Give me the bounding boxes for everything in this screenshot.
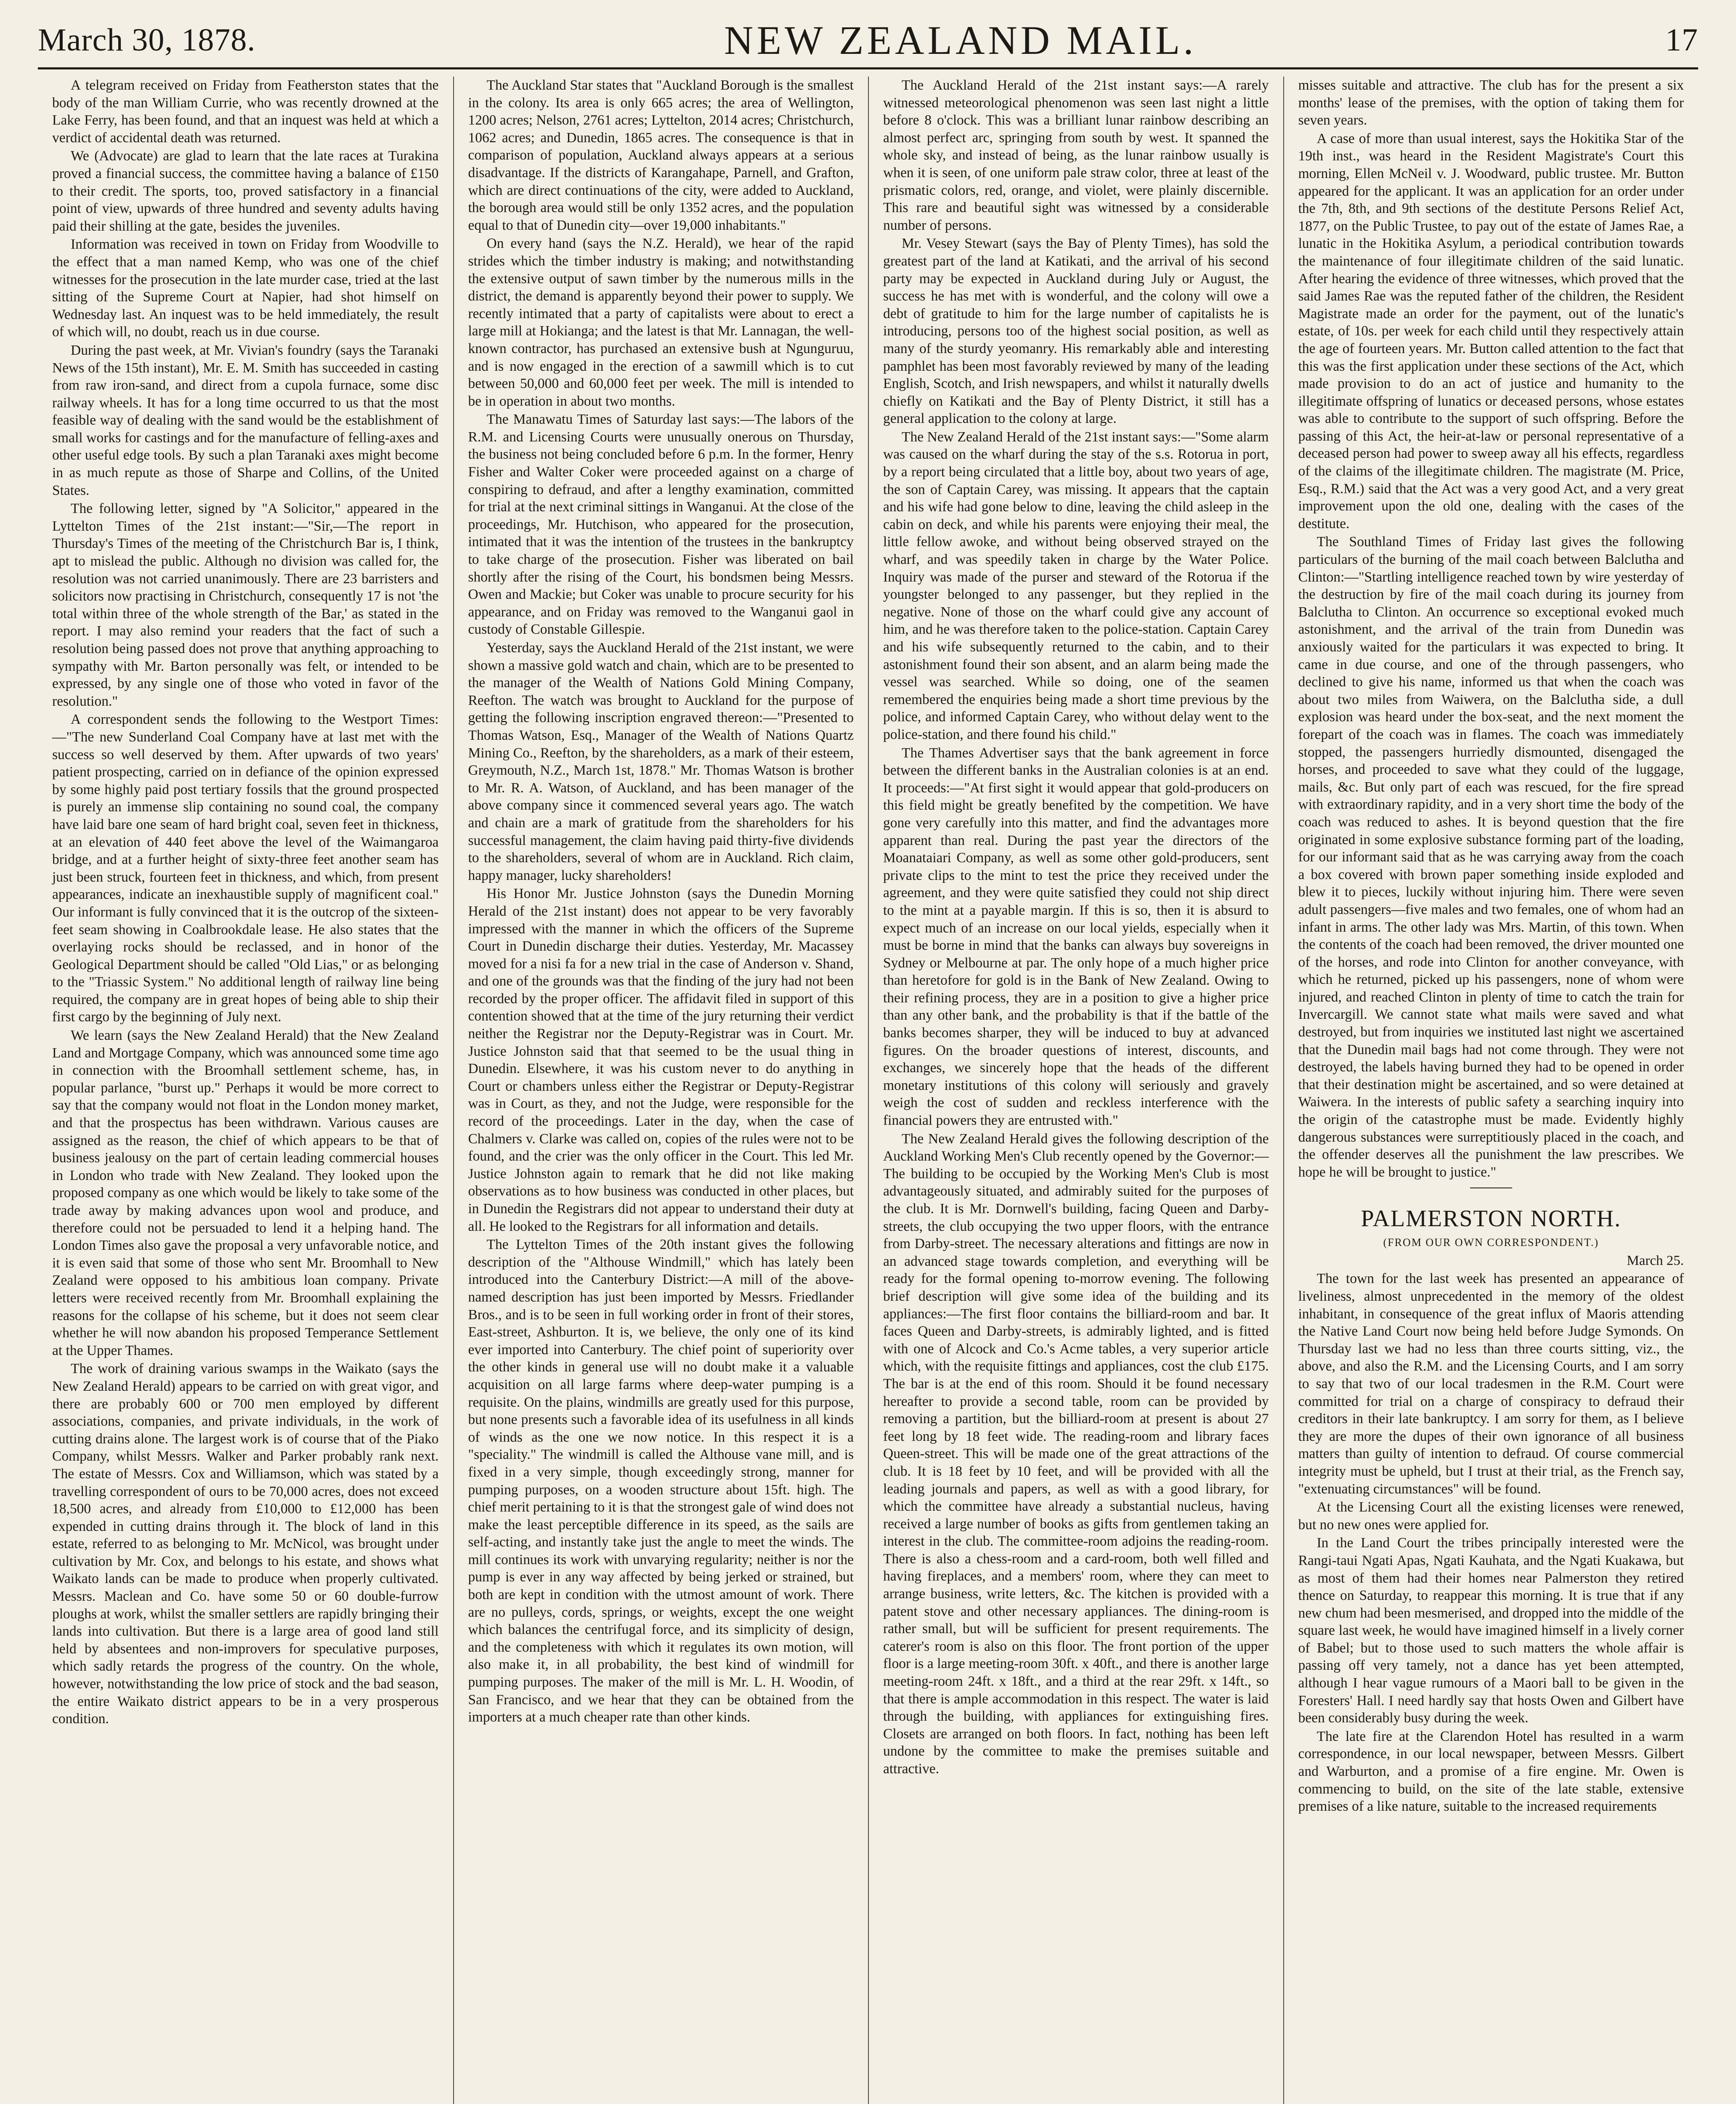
- article-paragraph: During the past week, at Mr. Vivian's foundry (says the Taranaki News of the 15th instant), Mr. E. M. Smith has succeeded in casting from raw iron-sand, and direct from a cupola furnace, some disc railway wheels. It has for a long time occurred to us that the most feasible way of dealing with the sand would be the establishment of small works for castings and for the manufacture of felling-axes and other useful edge tools. By such a plan Taranaki axes might become in as much repute as those of Sharpe and Collins, of the United States.: [52, 342, 439, 498]
- article-paragraph: The work of draining various swamps in the Waikato (says the New Zealand Herald) appears to be carried on with great vigor, and there are probably 600 or 700 men employed by different associations, companies, and private individuals, in the work of cutting drains alone. The largest work is of course that of the Piako Company, whilst Messrs. Walker and Parker probably rank next. The estate of Messrs. Cox and Williamson, which was stated by a travelling correspondent of ours to be 70,000 acres, does not exceed 18,500 acres, and already from £10,000 to £12,000 has been expended in cutting drains through it. The block of land in this estate, referred to as belonging to Mr. McNicol, was brought under cultivation by Mr. Cox, and belongs to his estate, and shows what Waikato lands can be made to produce when properly cultivated. Messrs. Maclean and Co. have some 50 or 60 double-furrow ploughs at work, whilst the smaller settlers are rapidly bringing their lands into cultivation. But there is a large area of good land still held by absentees and non-improvers for speculative purposes, which sadly retards the progress of the country. On the whole, however, notwithstanding the low price of stock and the bad season, the entire Waikato district appears to be in a very prosperous condition.: [52, 1361, 439, 1727]
- section-subhead: (FROM OUR OWN CORRESPONDENT.): [1383, 1236, 1599, 1249]
- section-headline: PALMERSTON NORTH.: [1361, 1206, 1622, 1232]
- article-paragraph: The Lyttelton Times of the 20th instant gives the following description of the "Althouse Windmill," which has lately been introduced into the Canterbury District:—A mill of the above-named description has just been imported by Messrs. Friedlander Bros., and is to be seen in full working order in front of their stores, East-street, Ashburton. It is, we believe, the only one of its kind ever imported into Canterbury. The chief point of superiority over the other kinds in general use will no doubt make it a valuable acquisition on all large farms where deep-water pumping is a requisite. On the plains, windmills are greatly used for this purpose, but none presents such a favorable idea of its usefulness in all kinds of winds as the one we now notice. In this respect it is a "speciality." The windmill is called the Althouse vane mill, and is fixed in a very simple, though exceedingly strong, manner for pumping purposes, on a wooden structure about 15ft. high. The chief merit pertaining to it is that the strongest gale of wind does not make the least perceptible difference in its speed, as the sails are self-acting, and instantly take just the angle to meet the winds. The mill continues its work with unvarying regularity; neither is nor the pump is ever in any way affected by being jerked or strained, but both are kept in condition with the utmost amount of work. There are no pulleys, cords, springs, or weights, except the one weight which balances the centrifugal force, and its simplicity of design, and the completeness with which it regulates its own motion, will also make it, in all probability, the best kind of windmill for pumping purposes. The maker of the mill is Mr. L. H. Woodin, of San Francisco, and we hear that they can be obtained from the importers at a much cheaper rate than other kinds.: [468, 1237, 854, 1725]
- article-paragraph: The New Zealand Herald of the 21st instant says:—"Some alarm was caused on the wharf during the stay of the s.s. Rotorua in port, by a report being circulated that a little boy, about two years of age, the son of Captain Carey, was missing. It appears that the captain and his wife had gone below to dine, leaving the child asleep in the cabin on deck, and while his parents were enjoying their meal, the little fellow awoke, and without being observed strayed on the wharf, and was speedily taken in charge by the Water Police. Inquiry was made of the purser and steward of the Rotorua if the youngster belonged to any passenger, but they replied in the negative. None of those on the wharf could give any account of him, and he was therefore taken to the police-station. Captain Carey and his wife subsequently returned to the cabin, and to their astonishment found their son absent, and an alarm being made the vessel was searched. While so doing, one of the seamen remembered the enquiries being made a short time previous by the police, and informed Captain Carey, who without delay went to the police-station, and there found his child.": [883, 429, 1269, 742]
- masthead-rule: [38, 67, 1698, 69]
- column-4: [1283, 77, 1699, 2104]
- column-3: [868, 77, 1283, 2104]
- article-paragraph: The Manawatu Times of Saturday last says:—The labors of the R.M. and Licensing Courts were unusually onerous on Thursday, the business not being concluded before 6 p.m. In the former, Henry Fisher and Walter Coker were proceeded against on a charge of conspiring to defraud, and after a lengthy examination, committed for trial at the next criminal sittings in Wanganui. At the close of the proceedings, Mr. Hutchison, who appeared for the prosecution, intimated that it was the intention of the trustees in the bankruptcy to take charge of the prosecution. Fisher was liberated on bail shortly after the rising of the Court, his bondsmen being Messrs. Owen and Mackie; but Coker was unable to procure security for his appearance, and on Friday was removed to the Wanganui gaol in custody of Constable Gillespie.: [468, 412, 854, 638]
- article-paragraph: The Southland Times of Friday last gives the following particulars of the burning of the mail coach between Balclutha and Clinton:—"Startling intelligence reached town by wire yesterday of the destruction by fire of the mail coach during its journey from Balclutha to Clinton. An occurrence so exceptional evoked much astonishment, and the arrival of the train from Dunedin was anxiously waited for the particulars it was expected to bring. It came in due course, and one of the through passengers, who declined to give his name, informed us that when the coach was about two miles from Waiwera, on the Balclutha side, a dull explosion was heard under the box-seat, and the next moment the forepart of the coach was in flames. The coach was immediately stopped, the passengers hurriedly dismounted, disengaged the horses, and proceeded to save what they could of the luggage, mails, &c. But only part of each was rescued, for the fire spread with extraordinary rapidity, and in a very short time the body of the coach was reduced to ashes. It is beyond question that the fire originated in some explosive substance forming part of the loading, for our informant said that as he was carrying away from the coach a box covered with brown paper something inside exploded and blew it to pieces, luckily without injuring him. There were seven adult passengers—five males and two females, one of whom had an infant in arms. The other lady was Mrs. Martin, of this town. When the contents of the coach had been removed, the driver mounted one of the horses, and rode into Clinton for another conveyance, with which he returned, picked up his passengers, none of whom were injured, and reached Clinton in plenty of time to catch the train for Invercargill. We cannot state what mails were saved and what destroyed, but from inquiries we instituted last night we ascertained that the Dunedin mail bags had not come through. They were not destroyed, the labels having burned they had to be opened in order that their destination might be ascertained, and so were detained at Waiwera. In the interests of public safety a searching inquiry into the origin of the catastrophe must be made. Evidently highly dangerous substances were surreptitiously placed in the coach, and the offender deserves all the punishment the law prescribes. We hope he will be brought to justice.": [1298, 534, 1684, 1180]
- article-paragraph: The New Zealand Herald gives the following description of the Auckland Working Men's Club recently opened by the Governor:—The building to be occupied by the Working Men's Club is most advantageously situated, and admirably suited for the purposes of the club. It is Mr. Dornwell's building, facing Queen and Darby-streets, the club occupying the two upper floors, with the entrance from Darby-street. The necessary alterations and fittings are now in an advanced stage towards completion, and everything will be ready for the formal opening to-morrow evening. The following brief description will give some idea of the building and its appliances:—The first floor contains the billiard-room and bar. It faces Queen and Darby-streets, is admirably lighted, and is fitted with one of Alcock and Co.'s Acme tables, a very superior article which, with the requisite fittings and appliances, cost the club £175. The bar is at the end of this room. Should it be found necessary hereafter to provide a second table, room can be provided by removing a partition, but the billiard-room at present is about 27 feet long by 18 feet wide. The reading-room and library faces Queen-street. This will be made one of the great attractions of the club. It is 18 feet by 10 feet, and will be provided with all the leading journals and papers, as well as with a good library, for which the committee have already a substantial nucleus, having received a large number of books as gifts from gentlemen taking an interest in the club. The committee-room adjoins the reading-room. There is also a chess-room and a card-room, both well filled and having fireplaces, and a members' room, where they can meet to arrange business, write letters, &c. The kitchen is provided with a patent stove and other necessary appliances. The dining-room is rather small, but will be sufficient for present requirements. The caterer's room is also on this floor. The front portion of the upper floor is a large meeting-room 30ft. x 40ft., and there is another large meeting-room 24ft. x 18ft., and a third at the rear 29ft. x 14ft., so that there is ample accommodation in this respect. The water is laid through the building, with appliances for extinguishing fires. Closets are arranged on both floors. In fact, nothing has been left undone by the committee to make the premises suitable and attractive.: [883, 1131, 1269, 1777]
- article-paragraph: A correspondent sends the following to the Westport Times:—"The new Sunderland Coal Company have at last met with the success so well deserved by them. After upwards of two years' patient prospecting, carried on in defiance of the opinion expressed by some highly paid post tertiary fossils that the ground prospected is purely an immense slip containing no sound coal, the company have laid bare one seam of hard bright coal, seven feet in thickness, at an elevation of 440 feet above the level of the Waimangaroa bridge, and at a further height of sixty-three feet another seam has just been struck, fourteen feet in thickness, and which, from present appearances, indicate an inexhaustible supply of magnificent coal." Our informant is fully convinced that it is the outcrop of the sixteen-feet seam showing in Coalbrookdale lease. He also states that the overlaying rocks should be reclassed, and in honor of the Geological Department should be called "Old Lias," or as belonging to the "Triassic System." No additional length of railway line being required, the company are in great hopes of being able to ship their first cargo by the beginning of July next.: [52, 712, 439, 1025]
- masthead: [38, 17, 1698, 63]
- article-paragraph: His Honor Mr. Justice Johnston (says the Dunedin Morning Herald of the 21st instant) does not appear to be very favorably impressed with the manner in which the officers of the Supreme Court in Dunedin discharge their duties. Yesterday, Mr. Macassey moved for a nisi fa for a new trial in the case of Anderson v. Shand, and one of the grounds was that the finding of the jury had not been recorded by the proper officer. The affidavit filed in support of this contention showed that at the time of the jury returning their verdict neither the Registrar nor the Deputy-Registrar was in Court. Mr. Justice Johnston said that that seemed to be the usual thing in Dunedin. Elsewhere, it was his custom never to do anything in Court or chambers unless either the Registrar or Deputy-Registrar was in Court, as they, and not the Judge, were responsible for the record of the proceedings. Later in the day, when the case of Chalmers v. Clarke was called on, copies of the rules were not to be found, and the crier was the only officer in the Court. This led Mr. Justice Johnston again to remark that he did not like making observations as to how business was conducted in other places, but in Dunedin the Registrars did not appear to understand their duty at all. He looked to the Registrars for all information and details.: [468, 886, 854, 1234]
- section-divider: [1470, 1187, 1512, 1188]
- article-paragraph: The Auckland Herald of the 21st instant says:—A rarely witnessed meteorological phenomenon was seen last night a little before 8 o'clock. This was a brilliant lunar rainbow describing an almost perfect arc, springing from south by west. It spanned the whole sky, and instead of being, as the lunar rainbow usually is when it is seen, of one uniform pale straw color, three at least of the prismatic colors, red, orange, and violet, were plainly discernible. This rare and beautiful sight was witnessed by a considerable number of persons.: [883, 77, 1269, 233]
- page-number: 17: [1665, 22, 1698, 58]
- article-paragraph: misses suitable and attractive. The club has for the present a six months' lease of the premises, with the option of taking them for seven years.: [1298, 77, 1684, 128]
- issue-date: March 30, 1878.: [38, 22, 256, 58]
- article-paragraph: In the Land Court the tribes principally interested were the Rangi-taui Ngati Apas, Ngati Kauhata, and the Ngati Kuakawa, but as most of them had their homes near Palmerston they retired thence on Saturday, to reappear this morning. It is true that if any new chum had been mesmerised, and dropped into the middle of the square last week, he would have imagined himself in a lively corner of Babel; but to those used to such matters the whole affair is passing off very tamely, not a dance has yet been attempted, although I hear vague rumours of a Maori ball to be given in the Foresters' Hall. I need hardly say that hosts Owen and Gilbert have been considerably busy during the week.: [1298, 1535, 1684, 1726]
- column-1: [38, 77, 453, 2104]
- article-paragraph: We learn (says the New Zealand Herald) that the New Zealand Land and Mortgage Company, which was announced some time ago in connection with the Broomhall settlement scheme, has, in popular parlance, "burst up." Perhaps it would be more correct to say that the company would not float in the London money market, and that the prospectus has been withdrawn. Various causes are assigned as the reason, the chief of which appears to be that of business jealousy on the part of certain leading commercial houses in London who trade with New Zealand. They looked upon the proposed company as one which would be likely to take some of the trade away by making advances upon wool and produce, and therefore could not be persuaded to lend it a helping hand. The London Times also gave the proposal a very unfavorable notice, and it is even said that some of those who sent Mr. Broomhall to New Zealand were opposed to his ambitious loan company. Private letters were received recently from Mr. Broomhall explaining the reasons for the collapse of his scheme, but it does not seem clear whether he will now abandon his proposed Temperance Settlement at the Upper Thames.: [52, 1028, 439, 1358]
- article-paragraph: The town for the last week has presented an appearance of liveliness, almost unprecedented in the memory of the oldest inhabitant, in consequence of the great influx of Maoris attending the Native Land Court now being held before Judge Symonds. On Thursday last we had no less than three courts sitting, viz., the above, and also the R.M. and the Licensing Courts, and I am sorry to say that two of our local tradesmen in the R.M. Court were committed for trial on a charge of conspiracy to defraud their creditors in their late bankruptcy. I am sorry for them, as I believe they are more the dupes of their own ignorance of all business matters than guilty of intention to defraud. Of course commercial integrity must be upheld, but I trust at their trial, as the French say, "extenuating circumstances" will be found.: [1298, 1271, 1684, 1497]
- article-paragraph: Mr. Vesey Stewart (says the Bay of Plenty Times), has sold the greatest part of the land at Katikati, and the arrival of his second party may be expected in Auckland during July or August, the success he has met with is wonderful, and the colony will owe a debt of gratitude to him for the large number of capitalists he is introducing, persons too of the highest social position, as well as many of the sturdy yeomanry. His remarkably able and interesting pamphlet has been most favorably reviewed by many of the leading English, Scotch, and Irish newspapers, and whilst it naturally dwells chiefly on Katikati and the Bay of Plenty District, it still has a general application to the colony at large.: [883, 236, 1269, 427]
- article-paragraph: The late fire at the Clarendon Hotel has resulted in a warm correspondence, in our local newspaper, between Messrs. Gilbert and Warburton, and a promise of a fire engine. Mr. Owen is commencing to build, on the site of the late stable, extensive premises of a like nature, suitable to the increased requirements: [1298, 1728, 1684, 1814]
- article-paragraph: Information was received in town on Friday from Woodville to the effect that a man named Kemp, who was one of the chief witnesses for the prosecution in the late murder case, tried at the last sitting of the Supreme Court at Napier, had shot himself on Wednesday last. An inquest was to be held immediately, the result of which will, no doubt, reach us in due course.: [52, 236, 439, 340]
- article-paragraph: A telegram received on Friday from Featherston states that the body of the man William Currie, who was recently drowned at the Lake Ferry, has been found, and that an inquest was held at which a verdict of accidental death was returned.: [52, 77, 439, 146]
- section-dateline: March 25.: [1627, 1253, 1684, 1269]
- article-paragraph: Yesterday, says the Auckland Herald of the 21st instant, we were shown a massive gold watch and chain, which are to be presented to the manager of the Wealth of Nations Gold Mining Company, Reefton. The watch was brought to Auckland for the purpose of getting the following inscription engraved thereon:—"Presented to Thomas Watson, Esq., Manager of the Wealth of Nations Quartz Mining Co., Reefton, by the shareholders, as a mark of their esteem, Greymouth, N.Z., March 1st, 1878." Mr. Thomas Watson is brother to Mr. R. A. Watson, of Auckland, and has been manager of the above company since it commenced several years ago. The watch and chain are a mark of gratitude from the shareholders for his successful management, the claim having paid thirty-five dividends to the shareholders, several of whom are in Auckland. Rich claim, happy manager, lucky shareholders!: [468, 640, 854, 883]
- column-2: [453, 77, 868, 2104]
- article-paragraph: The Thames Advertiser says that the bank agreement in force between the different banks in the Australian colonies is at an end. It proceeds:—"At first sight it would appear that gold-producers on this field might be greatly benefited by the competition. We have gone very carefully into this matter, and find the advantages more apparent than real. During the past year the directors of the Moanataiari Company, as well as some other gold-producers, sent private clips to the mint to test the price they received under the agreement, and they were quite satisfied they could not ship direct to the mint at a payable margin. If this is so, then it is absurd to expect much of an increase on our local yields, especially when it must be borne in mind that the banks can always buy sovereigns in Sydney or Melbourne at par. The only hope of a much higher price than heretofore for gold is in the Bank of New Zealand. Owing to their refining process, they are in a position to give a higher price than any other bank, and the probability is that if the battle of the banks becomes sharper, they will be induced to buy at advanced figures. On the broader questions of interest, discounts, and exchanges, we sincerely hope that the heads of the different monetary institutions of this colony will seriously and gravely weigh the cost of sudden and reckless interference with the financial powers they are entrusted with.": [883, 745, 1269, 1129]
- article-paragraph: On every hand (says the N.Z. Herald), we hear of the rapid strides which the timber industry is making; and notwithstanding the extensive output of sawn timber by the numerous mills in the district, the demand is apparently beyond their power to supply. We recently intimated that a party of capitalists were about to erect a large mill at Hokianga; and the latest is that Mr. Lannagan, the well-known contractor, has purchased an extensive bush at Ngunguruu, and is now engaged in the erection of a sawmill which is to cut between 50,000 and 60,000 feet per week. The mill is intended to be in operation in about two months.: [468, 236, 854, 409]
- article-paragraph: At the Licensing Court all the existing licenses were renewed, but no new ones were applied for.: [1298, 1499, 1684, 1533]
- article-paragraph: We (Advocate) are glad to learn that the late races at Turakina proved a financial success, the committee having a balance of £150 to their credit. The sports, too, proved satisfactory in a financial point of view, upwards of three hundred and seventy adults having paid their shilling at the gate, besides the juveniles.: [52, 148, 439, 234]
- columns: [38, 77, 1698, 2104]
- article-paragraph: A case of more than usual interest, says the Hokitika Star of the 19th inst., was heard in the Resident Magistrate's Court this morning, Ellen McNeil v. J. Woodward, public trustee. Mr. Button appeared for the applicant. It was an application for an order under the 7th, 8th, and 9th sections of the destitute Persons Relief Act, 1877, on the Public Trustee, to pay out of the estate of James Rae, a lunatic in the Hokitika Asylum, a periodical contribution towards the maintenance of four illegitimate children of the said lunatic. After hearing the evidence of three witnesses, which proved that the said James Rae was the reputed father of the children, the Resident Magistrate made an order for the payment, out of the lunatic's estate, of 10s. per week for each child until they respectively attain the age of fourteen years. Mr. Button called attention to the fact that this was the first application under these sections of the Act, which made provision to do an act of justice and humanity to the illegitimate offspring of lunatics or deceased persons, whose estates was able to contribute to the support of such offspring. Before the passing of this Act, the heir-at-law or personal representative of a deceased person had power to sweep away all his effects, regardless of the claims of the illegitimate children. The magistrate (M. Price, Esq., R.M.) said that the Act was a very good Act, and a very great improvement upon the old one, dealing with the cases of the destitute.: [1298, 130, 1684, 531]
- article-paragraph: The Auckland Star states that "Auckland Borough is the smallest in the colony. Its area is only 665 acres; the area of Wellington, 1200 acres; Nelson, 2761 acres; Lyttelton, 2014 acres; Christchurch, 1062 acres; and Dunedin, 1865 acres. The consequence is that in comparison of population, Auckland always appears at a serious disadvantage. If the districts of Karangahape, Parnell, and Grafton, which are direct continuations of the city, were added to Auckland, the borough area would still be only 1352 acres, and the population equal to that of Dunedin city—over 19,000 inhabitants.": [468, 77, 854, 233]
- newspaper-title: NEW ZEALAND MAIL.: [724, 17, 1197, 63]
- article-paragraph: The following letter, signed by "A Solicitor," appeared in the Lyttelton Times of the 21st instant:—"Sir,—The report in Thursday's Times of the meeting of the Christchurch Bar is, I think, apt to mislead the public. Although no division was called for, the resolution was not carried unanimously. There are 23 barristers and solicitors now practising in Christchurch, consequently 17 is not 'the total within three of the whole strength of the Bar,' as stated in the report. I may also remind your readers that the fact of such a resolution being passed does not prove that anything approaching to sympathy with Mr. Barton personally was felt, or intended to be expressed, by any single one of those who voted in favor of the resolution.": [52, 501, 439, 709]
